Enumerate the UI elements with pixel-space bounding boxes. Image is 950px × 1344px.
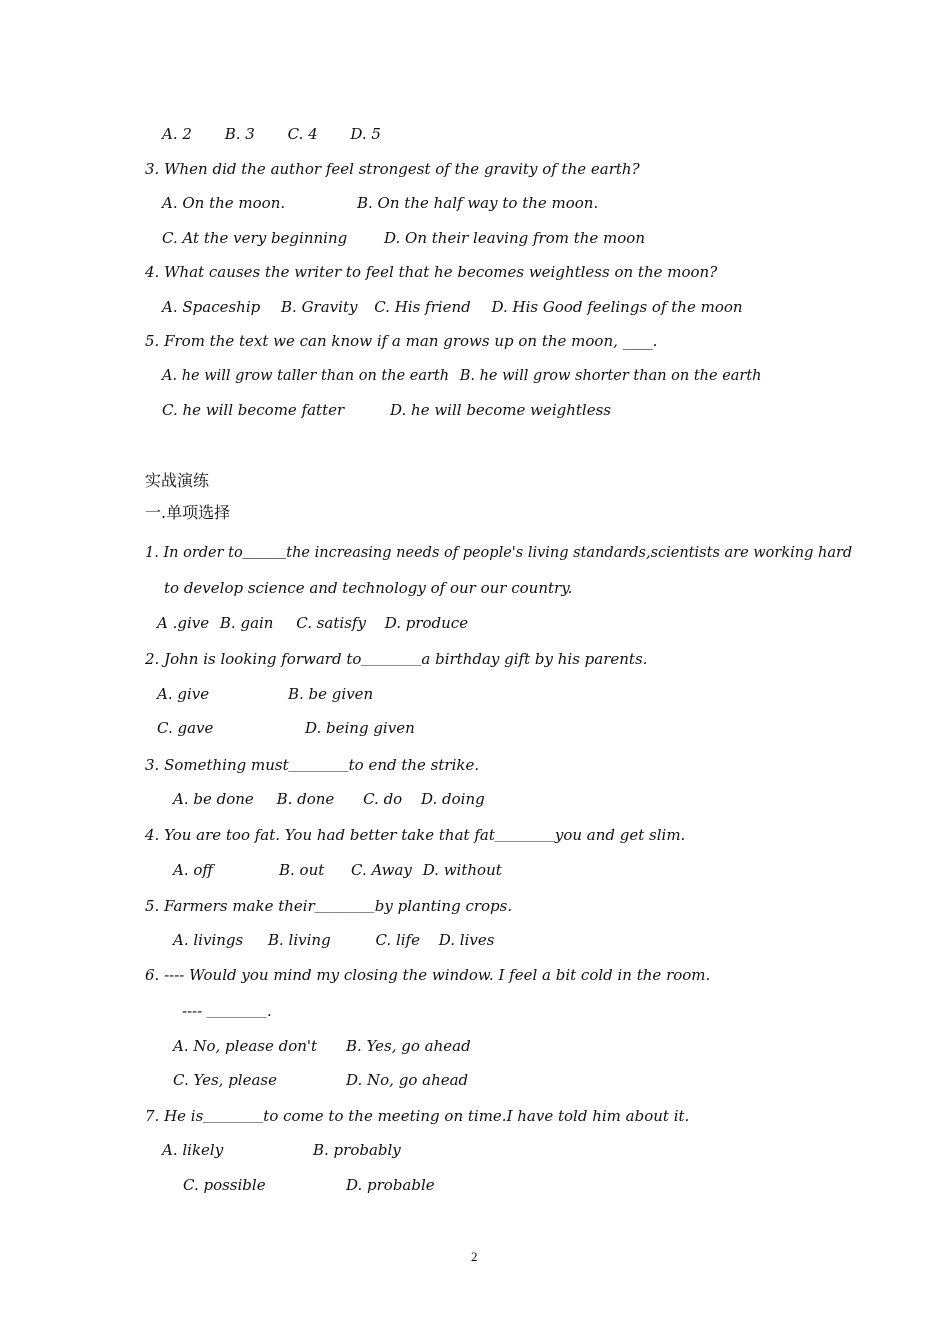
- option-b: B. he will grow shorter than on the earth: [459, 368, 762, 384]
- question-text: 5. From the text we can know if a man grows up on the moon, ____.: [145, 332, 658, 350]
- page-number: 2: [471, 1249, 478, 1264]
- option-c: C. 4: [287, 125, 318, 143]
- option-a: A. likely: [162, 1141, 224, 1159]
- section-title: 实战演练: [145, 471, 210, 490]
- option-d: D. being given: [305, 719, 415, 737]
- option-c: C. he will become fatter: [162, 401, 345, 419]
- option-c: C. do: [363, 790, 403, 808]
- options-row: [173, 930, 494, 950]
- option-c: C. satisfy: [296, 614, 366, 632]
- option-b: B. gain: [219, 614, 274, 632]
- option-a: A. On the moon.: [162, 194, 286, 212]
- option-b: B. done: [276, 790, 335, 808]
- option-a: A .give: [157, 614, 210, 632]
- option-d: D. 5: [350, 125, 381, 143]
- option-a: A. be done: [173, 790, 254, 808]
- q2-options-row: [162, 124, 381, 144]
- option-c: C. gave: [157, 719, 214, 737]
- question-text: 1. In order to＿＿＿the increasing needs of people's living standards,scientists are working hard: [145, 545, 853, 561]
- question-text: 4. What causes the writer to feel that he becomes weightless on the moon?: [145, 263, 718, 281]
- option-a: A. livings: [173, 931, 244, 949]
- option-c: C. His friend: [374, 298, 471, 316]
- option-b: B. be given: [288, 685, 374, 703]
- option-a: A. 2: [162, 125, 192, 143]
- options-row: [162, 297, 743, 317]
- option-d: D. probable: [346, 1176, 435, 1194]
- options-row: [162, 366, 762, 386]
- option-d: D. he will become weightless: [390, 401, 611, 419]
- question-text: 3. When did the author feel strongest of the gravity of the earth?: [145, 160, 640, 178]
- option-c: C. Yes, please: [173, 1071, 277, 1089]
- option-a: A. Spaceship: [162, 298, 261, 316]
- question-text: 3. Something must＿＿＿＿to end the strike.: [145, 756, 480, 774]
- option-b: B. Gravity: [281, 298, 358, 316]
- question-text: 6. ---- Would you mind my closing the window. I feel a bit cold in the room.: [145, 966, 711, 984]
- option-b: B. 3: [224, 125, 255, 143]
- question-text: 5. Farmers make their＿＿＿＿by planting crops.: [145, 897, 513, 915]
- option-a: A. he will grow taller than on the earth: [162, 368, 450, 384]
- option-c: C. life: [375, 931, 420, 949]
- option-b: B. living: [267, 931, 331, 949]
- question-text-continued: to develop science and technology of our our country.: [164, 579, 573, 597]
- option-d: D. without: [422, 861, 502, 879]
- options-row: [351, 860, 502, 880]
- question-text: 2. John is looking forward to＿＿＿＿a birthday gift by his parents.: [145, 650, 648, 668]
- option-a: A. off: [173, 861, 214, 879]
- section-subtitle: 一.单项选择: [145, 503, 231, 522]
- option-b: B. Yes, go ahead: [346, 1037, 471, 1055]
- question-text: 7. He is＿＿＿＿to come to the meeting on time.I have told him about it.: [145, 1107, 690, 1125]
- option-b: B. out: [279, 861, 325, 879]
- option-a: A. No, please don't: [173, 1037, 318, 1055]
- option-a: A. give: [157, 685, 210, 703]
- question-text: 4. You are too fat. You had better take that fat＿＿＿＿you and get slim.: [145, 826, 686, 844]
- option-b: B. probably: [313, 1141, 401, 1159]
- option-c: C. Away: [351, 861, 412, 879]
- option-c: C. At the very beginning: [162, 229, 348, 247]
- option-d: D. On their leaving from the moon: [384, 229, 645, 247]
- option-d: D. produce: [384, 614, 469, 632]
- answer-blank-line: ---- ＿＿＿＿.: [182, 1002, 272, 1020]
- options-row: [173, 789, 485, 809]
- option-d: D. No, go ahead: [346, 1071, 469, 1089]
- option-d: D. doing: [421, 790, 485, 808]
- option-d: D. lives: [438, 931, 495, 949]
- option-d: D. His Good feelings of the moon: [491, 298, 743, 316]
- option-c: C. possible: [183, 1176, 266, 1194]
- option-b: B. On the half way to the moon.: [357, 194, 599, 212]
- options-row: [157, 613, 468, 633]
